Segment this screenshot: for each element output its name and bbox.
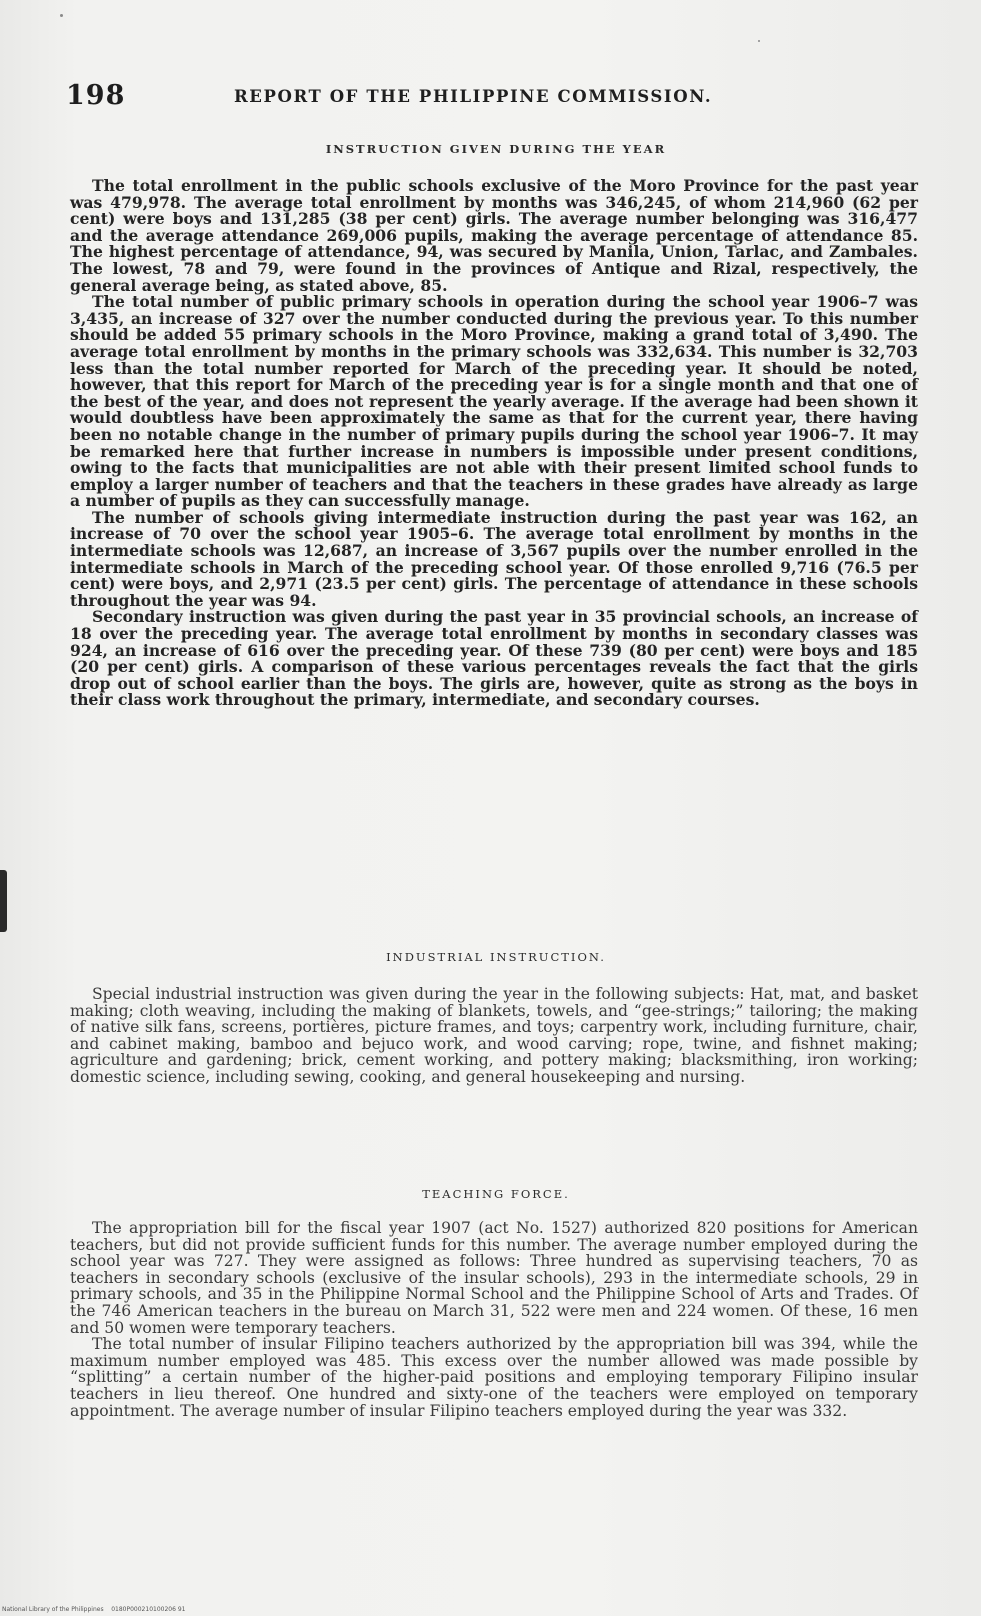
paragraph: The total number of public primary schools in operation during the school year 1906–7 was 3,435, an increase of 327 over the number conducted during the previous year. To this number should be added 55 primary schools in the Moro Province, making a grand total of 3,490. The average total enrollment by months in the primary schools was 332,634. This number is 32,703 less than the total number reported for March of the preceding year. It should be noted, however, that this report for March of the preceding year is for a single month and that one of the best of the year, and does not represent the yearly average. If the average had been shown it would doubtless have been approximately the same as that for the current year, there having been no notable change in the number of primary pupils during the school year 1906–7. It may be remarked here that further increase in numbers is impossible under present conditions, owing to the facts that municipalities are not able with their present limited school funds to employ a larger number of teachers and that the teachers in these grades have already as large a number of pupils as they can successfully manage.	[70, 292, 918, 511]
section-body-teaching-force	[70, 1220, 918, 1419]
scan-footer	[2, 1606, 185, 1613]
section-heading-instruction: INSTRUCTION GIVEN DURING THE YEAR	[325, 142, 667, 156]
section-body-industrial	[70, 986, 918, 1086]
paragraph: Special industrial instruction was given during the year in the following subjects: Hat, mat, and basket making; cloth weaving, including the making of blankets, towels, and “gee-strings;” tailoring; the making of native silk fans, screens, portières, picture frames, and toys; carpentry work, including furniture, chair, and cabinet making, bamboo and bejuco work, and wood carving; rope, twine, and fishnet making; agriculture and gardening; brick, cement working, and pottery making; blacksmithing, iron working; domestic science, including sewing, cooking, and general housekeeping and nursing.	[70, 985, 918, 1086]
paragraph: The number of schools giving intermediate instruction during the past year was 162, an increase of 70 over the school year 1905–6. The average total enrollment by months in the intermediate schools was 12,687, an increase of 3,567 pupils over the number enrolled in the intermediate schools in March of the preceding school year. Of those enrolled 9,716 (76.5 per cent) were boys, and 2,971 (23.5 per cent) girls. The percentage of attendance in these schools throughout the year was 94.	[70, 507, 918, 610]
section-heading-teaching-force: TEACHING FORCE.	[422, 1187, 570, 1201]
footer-credit: National Library of the Philippines	[2, 1606, 104, 1613]
section-body-instruction	[70, 178, 918, 709]
page-header	[66, 80, 926, 114]
paragraph: The total number of insular Filipino teachers authorized by the appropriation bill was 394, while the maximum number employed was 485. This excess over the number allowed was made possible by “splitting” a certain number of the higher-paid positions and employing temporary Filipino insular teachers in lieu thereof. One hundred and sixty-one of the teachers were employed on temporary appointment. The average number of insular Filipino teachers employed during the year was 332.	[70, 1335, 918, 1420]
scan-speck	[758, 40, 760, 42]
scan-edge-mark	[0, 870, 7, 932]
paragraph: The total enrollment in the public schools exclusive of the Moro Province for the past year was 479,978. The average total enrollment by months was 346,245, of whom 214,960 (62 per cent) were boys and 131,285 (38 per cent) girls. The average number belonging was 316,477 and the average attendance 269,006 pupils, making the average percentage of attendance 85. The highest percentage of attendance, 94, was secured by Manila, Union, Tarlac, and Zambales. The lowest, 78 and 79, were found in the provinces of Antique and Rizal, respectively, the general average being, as stated above, 85.	[70, 176, 918, 295]
page-number: 198	[66, 80, 126, 111]
section-heading-industrial: INDUSTRIAL INSTRUCTION.	[386, 950, 606, 964]
footer-code: 0180P000210100206 91	[111, 1606, 186, 1613]
running-title: REPORT OF THE PHILIPPINE COMMISSION.	[234, 87, 713, 106]
scan-speck	[60, 14, 63, 17]
paragraph: Secondary instruction was given during the past year in 35 provincial schools, an increase of 18 over the preceding year. The average total enrollment by months in secondary classes was 924, an increase of 616 over the preceding year. Of these 739 (80 per cent) were boys and 185 (20 per cent) girls. A comparison of these various percentages reveals the fact that the girls drop out of school earlier than the boys. The girls are, however, quite as strong as the boys in their class work throughout the primary, intermediate, and secondary courses.	[70, 607, 918, 710]
paragraph: The appropriation bill for the fiscal year 1907 (act No. 1527) authorized 820 positions for American teachers, but did not provide sufficient funds for this number. The average number employed during the school year was 727. They were assigned as follows: Three hundred as supervising teachers, 70 as teachers in secondary schools (exclusive of the insular schools), 293 in the intermediate schools, 29 in primary schools, and 35 in the Philippine Normal School and the Philippine School of Arts and Trades. Of the 746 American teachers in the bureau on March 31, 522 were men and 224 women. Of these, 16 men and 50 women were temporary teachers.	[70, 1219, 918, 1337]
